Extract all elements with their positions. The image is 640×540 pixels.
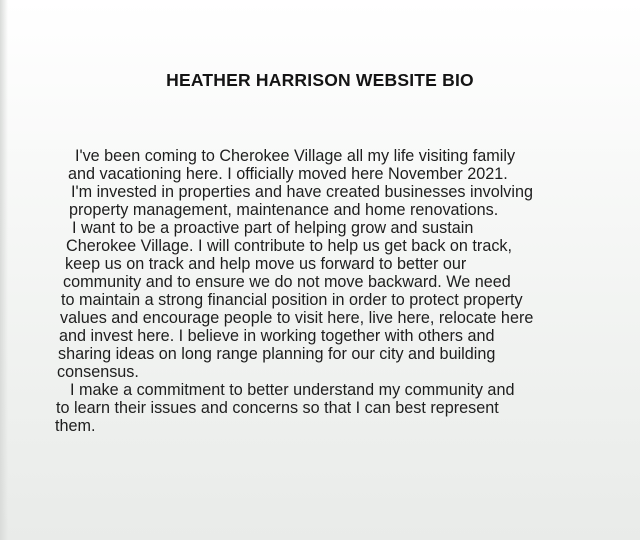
bio-line: I've been coming to Cherokee Village all my life visiting family [75,147,516,165]
bio-line: and invest here. I believe in working together with others and [59,327,495,345]
document-title: HEATHER HARRISON WEBSITE BIO [166,70,474,90]
bio-line: I'm invested in properties and have created businesses involving [71,183,533,201]
bio-line: I want to be a proactive part of helping grow and sustain [72,219,474,237]
bio-line: them. [55,417,96,435]
bio-line: consensus. [57,363,139,381]
bio-line: property management, maintenance and home renovations. [69,201,499,219]
bio-line: and vacationing here. I officially moved here November 2021. [68,165,508,183]
bio-line: values and encourage people to visit here, live here, relocate here [60,309,534,327]
bio-line: to learn their issues and concerns so that I can best represent [56,399,499,417]
bio-line: I make a commitment to better understand my community and [70,381,515,399]
bio-line: keep us on track and help move us forward to better our [65,255,467,273]
bio-line: Cherokee Village. I will contribute to help us get back on track, [66,237,513,255]
bio-line: community and to ensure we do not move backward. We need [63,273,511,291]
bio-line: sharing ideas on long range planning for our city and building [58,345,496,363]
bio-line: to maintain a strong financial position in order to protect property [61,291,523,309]
